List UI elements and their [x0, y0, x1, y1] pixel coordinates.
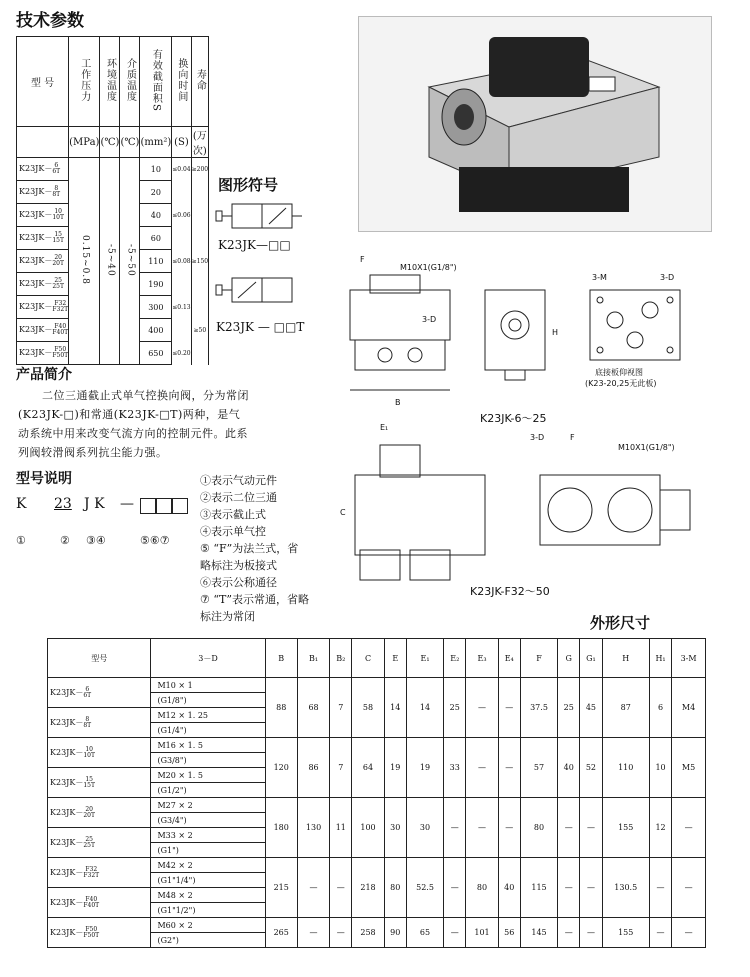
dims-header: E₂ [444, 639, 466, 678]
spec-life [191, 204, 208, 227]
switch-time-unit: (S) [172, 127, 191, 158]
dims-row [48, 678, 706, 693]
dims-thread: M10 × 1 [151, 678, 265, 693]
life-header: 寿命 [191, 37, 208, 127]
label-f2: F [570, 433, 575, 442]
dims-e2: 25 [444, 678, 466, 738]
dims-e4: — [498, 678, 520, 738]
spec-life [191, 273, 208, 296]
dims-header: 3-M [672, 639, 706, 678]
dims-b: 265 [265, 918, 297, 948]
dims-header: G₁ [580, 639, 602, 678]
spec-model: K23JK－ 20 20T [17, 250, 69, 273]
label-3m: 3-M [592, 273, 607, 282]
caption-top: K23JK-6～25 [480, 412, 547, 425]
dims-thread: (G1/4") [151, 723, 265, 738]
label-bottom-note: (K23-20,25无此板) [585, 379, 657, 388]
caption-bottom: K23JK-F32～50 [470, 585, 550, 598]
dims-b: 180 [265, 798, 297, 858]
switch-time-header: 换向时间 [172, 37, 191, 127]
dims-b2: 7 [330, 738, 352, 798]
spec-model: K23JK－ F32 F32T [17, 296, 69, 319]
dims-e1: 52.5 [406, 858, 443, 918]
dims-row [48, 798, 706, 813]
label-e1: E₁ [380, 423, 389, 432]
dims-g: — [558, 858, 580, 918]
dims-g1: 45 [580, 678, 602, 738]
dims-e3: — [466, 798, 498, 858]
spec-table [16, 36, 209, 365]
dims-e4: — [498, 738, 520, 798]
dims-model: K23JK－ F32 F32T [48, 858, 151, 888]
dims-thread: M20 × 1. 5 [151, 768, 265, 783]
spec-time: ≤0.13 [172, 296, 191, 319]
spec-model: K23JK－ 8 8T [17, 181, 69, 204]
dims-thread: (G1/2") [151, 783, 265, 798]
spec-life: ≥50 [191, 319, 208, 342]
dims-thread: M60 × 2 [151, 918, 265, 933]
dims-e2: — [444, 918, 466, 948]
dims-thread: (G1/8") [151, 693, 265, 708]
dims-model: K23JK－ 6 6T [48, 678, 151, 708]
intro-paragraph: 二位三通截止式单气控换向阀，分为常闭 (K23JK-□)和常通(K23JK-□T)两种，是气 动系统中用来改变气流方向的控制元件。此系 列阀较滑阀系列抗尘能力强。 [18, 389, 249, 459]
dims-b2: 7 [330, 678, 352, 738]
spec-area: 40 [140, 204, 172, 227]
model-desc-heading: 型号说明 [16, 471, 72, 487]
dims-e: 14 [384, 678, 406, 738]
dims-thread: (G3/8") [151, 753, 265, 768]
dims-e3: 101 [466, 918, 498, 948]
spec-time: ≤0.20 [172, 342, 191, 365]
dims-f: 80 [520, 798, 557, 858]
symbol-no-label: K23JK — □□T [216, 320, 305, 334]
dims-header: 型号 [48, 639, 151, 678]
dims-h: 130.5 [602, 858, 649, 918]
dims-header: E₁ [406, 639, 443, 678]
dims-thread: (G1") [151, 843, 265, 858]
dims-c: 218 [352, 858, 384, 918]
dims-e: 30 [384, 798, 406, 858]
dims-m: — [672, 858, 706, 918]
spec-model: K23JK－ 25 25T [17, 273, 69, 296]
dims-e2: 33 [444, 738, 466, 798]
spec-area: 400 [140, 319, 172, 342]
dims-e3: 80 [466, 858, 498, 918]
symbol-nc-label: K23JK—□□ [218, 238, 291, 252]
dims-b1: 86 [297, 738, 329, 798]
spec-time [172, 319, 191, 342]
spec-area: 110 [140, 250, 172, 273]
valve-photo-illustration [359, 17, 711, 231]
model-header: 型 号 [17, 37, 69, 127]
dims-h: 155 [602, 798, 649, 858]
dims-e2: — [444, 798, 466, 858]
dims-e3: — [466, 678, 498, 738]
dims-e1: 30 [406, 798, 443, 858]
dims-header: E [384, 639, 406, 678]
spec-area: 10 [140, 158, 172, 181]
dims-e4: 56 [498, 918, 520, 948]
dims-b: 120 [265, 738, 297, 798]
dims-h1: 12 [649, 798, 671, 858]
dims-c: 58 [352, 678, 384, 738]
spec-medium-temp: -5~50 [120, 158, 140, 365]
dims-e4: — [498, 798, 520, 858]
label-3d: 3-D [422, 315, 437, 324]
dims-row [48, 858, 706, 873]
dims-g: 25 [558, 678, 580, 738]
spec-model: K23JK－ 15 15T [17, 227, 69, 250]
dims-h: 87 [602, 678, 649, 738]
spec-area: 650 [140, 342, 172, 365]
dims-header: B [265, 639, 297, 678]
dims-m: — [672, 798, 706, 858]
spec-time: ≤0.08 [172, 250, 191, 273]
dims-thread: M27 × 2 [151, 798, 265, 813]
dims-h1: — [649, 918, 671, 948]
symbol-normally-open [214, 270, 304, 310]
outline-dims-heading: 外形尺寸 [590, 614, 651, 632]
dims-b1: — [297, 918, 329, 948]
dims-row [48, 918, 706, 933]
dims-b: 215 [265, 858, 297, 918]
dims-model: K23JK－ 15 15T [48, 768, 151, 798]
medium-temp-header: 介质温度 [120, 37, 140, 127]
dims-e4: 40 [498, 858, 520, 918]
dims-e1: 19 [406, 738, 443, 798]
dims-m: — [672, 918, 706, 948]
dims-header: B₁ [297, 639, 329, 678]
pressure-unit: (MPa) [69, 127, 100, 158]
model-legend: ①表示气动元件 ②表示二位三通 ③表示截止式 ④表示单气控 ⑤ “F”为法兰式，省 略标注为板接式 ⑥表示公称通径 ⑦ “T”表示常通，省略 标注为常闭 [200, 474, 309, 623]
dims-header: 3－D [151, 639, 265, 678]
label-f: F [360, 255, 365, 264]
tech-params-heading: 技术参数 [16, 11, 84, 31]
dims-model: K23JK－ 8 8T [48, 708, 151, 738]
spec-model: K23JK－ F50 F50T [17, 342, 69, 365]
spec-time [172, 181, 191, 204]
label-bottom-view: 底接板仰视图 [595, 368, 643, 377]
dims-h1: — [649, 858, 671, 918]
spec-life [191, 227, 208, 250]
spec-model: K23JK－ F40 F40T [17, 319, 69, 342]
dims-b2: — [330, 918, 352, 948]
dimension-drawings [330, 250, 740, 600]
spec-time [172, 273, 191, 296]
spec-pressure: 0.15~0.8 [69, 158, 100, 365]
label-3d-2: 3-D [660, 273, 675, 282]
dims-g1: 52 [580, 738, 602, 798]
dims-header: B₂ [330, 639, 352, 678]
dims-header: H [602, 639, 649, 678]
dims-model: K23JK－ 20 20T [48, 798, 151, 828]
dims-e1: 14 [406, 678, 443, 738]
spec-life: ≥150 [191, 250, 208, 273]
dims-g1: — [580, 918, 602, 948]
product-photo [358, 16, 712, 232]
area-header: 有效截面积S [140, 37, 172, 127]
dims-e2: — [444, 858, 466, 918]
pressure-header: 工作压力 [69, 37, 100, 127]
label-b: B [395, 398, 401, 407]
dims-g: 40 [558, 738, 580, 798]
spec-time [172, 227, 191, 250]
spec-time: ≤0.04 [172, 158, 191, 181]
spec-life [191, 342, 208, 365]
spec-life: ≥200 [191, 158, 208, 181]
dims-h: 110 [602, 738, 649, 798]
dims-thread: (G1"1/4") [151, 873, 265, 888]
dims-f: 57 [520, 738, 557, 798]
dims-f: 115 [520, 858, 557, 918]
dims-e: 19 [384, 738, 406, 798]
dims-thread: M42 × 2 [151, 858, 265, 873]
spec-model: K23JK－ 6 6T [17, 158, 69, 181]
dims-header: G [558, 639, 580, 678]
symbol-normally-closed [214, 196, 304, 236]
label-c: C [340, 508, 346, 517]
dims-m: M5 [672, 738, 706, 798]
dims-header: C [352, 639, 384, 678]
dims-thread: M33 × 2 [151, 828, 265, 843]
dims-b1: 68 [297, 678, 329, 738]
spec-row [17, 158, 209, 181]
dims-g: — [558, 918, 580, 948]
dims-thread: M48 × 2 [151, 888, 265, 903]
dims-b2: 11 [330, 798, 352, 858]
dimensions-table [47, 638, 706, 948]
spec-area: 190 [140, 273, 172, 296]
dims-model: K23JK－ F50 F50T [48, 918, 151, 948]
label-3d-3: 3-D [530, 433, 545, 442]
spec-life [191, 296, 208, 319]
dims-thread: M12 × 1. 25 [151, 708, 265, 723]
spec-life [191, 181, 208, 204]
label-h: H [552, 328, 559, 337]
spec-time: ≤0.06 [172, 204, 191, 227]
dims-g1: — [580, 858, 602, 918]
dims-f: 37.5 [520, 678, 557, 738]
dims-thread: (G3/4") [151, 813, 265, 828]
label-thread2: M10X1(G1/8") [618, 443, 675, 452]
dims-header: F [520, 639, 557, 678]
dims-h: 155 [602, 918, 649, 948]
dims-g: — [558, 798, 580, 858]
dims-m: M4 [672, 678, 706, 738]
dims-row [48, 738, 706, 753]
label-thread: M10X1(G1/8") [400, 263, 457, 272]
spec-area: 20 [140, 181, 172, 204]
life-unit: (万次) [191, 127, 208, 158]
dims-model: K23JK－ 25 25T [48, 828, 151, 858]
dims-e: 80 [384, 858, 406, 918]
dims-b: 88 [265, 678, 297, 738]
dims-e: 90 [384, 918, 406, 948]
medium-temp-unit: (℃) [120, 127, 140, 158]
dims-b1: 130 [297, 798, 329, 858]
dims-header: E₄ [498, 639, 520, 678]
dims-header: H₁ [649, 639, 671, 678]
dims-b2: — [330, 858, 352, 918]
dims-f: 145 [520, 918, 557, 948]
spec-model: K23JK－ 10 10T [17, 204, 69, 227]
spec-area: 60 [140, 227, 172, 250]
graphic-symbol-heading: 图形符号 [218, 176, 279, 194]
dims-thread: (G1"1/2") [151, 903, 265, 918]
dims-model: K23JK－ F40 F40T [48, 888, 151, 918]
dims-h1: 6 [649, 678, 671, 738]
dims-c: 64 [352, 738, 384, 798]
dims-model: K23JK－ 10 10T [48, 738, 151, 768]
dims-h1: 10 [649, 738, 671, 798]
dims-e3: — [466, 738, 498, 798]
dims-c: 258 [352, 918, 384, 948]
model-code: K 23 J K — ① ② ③④ ⑤⑥⑦ [16, 496, 206, 556]
dims-g1: — [580, 798, 602, 858]
dims-b1: — [297, 858, 329, 918]
dims-thread: M16 × 1. 5 [151, 738, 265, 753]
env-temp-unit: (℃) [100, 127, 120, 158]
spec-env-temp: -5~40 [100, 158, 120, 365]
dims-header: E₃ [466, 639, 498, 678]
dims-c: 100 [352, 798, 384, 858]
area-unit: (mm²) [140, 127, 172, 158]
intro-heading: 产品简介 [16, 367, 72, 383]
dims-thread: (G2") [151, 933, 265, 948]
dims-e1: 65 [406, 918, 443, 948]
spec-area: 300 [140, 296, 172, 319]
env-temp-header: 环境温度 [100, 37, 120, 127]
